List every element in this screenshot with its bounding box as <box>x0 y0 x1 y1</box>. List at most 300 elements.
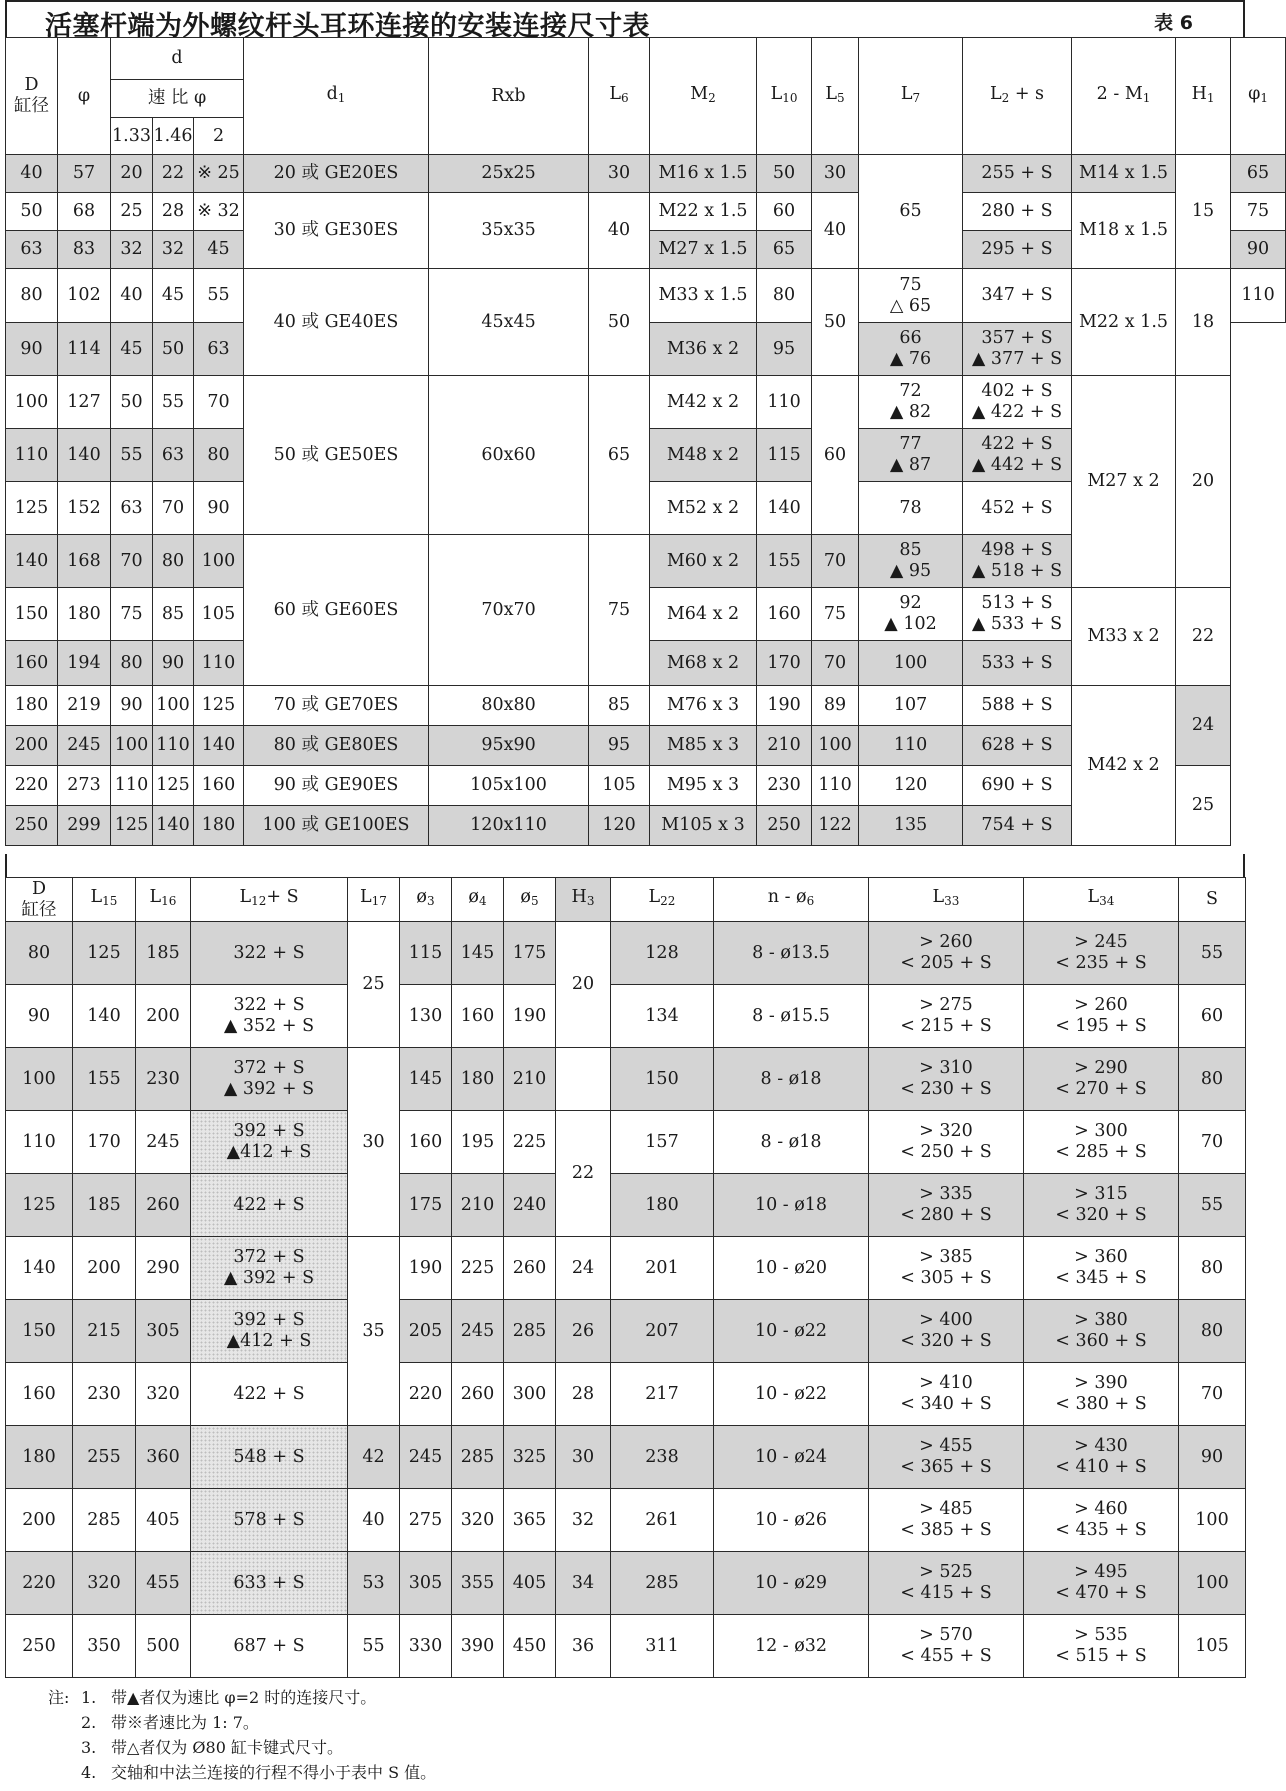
cell: 250 <box>6 806 58 846</box>
cell: 513 + S ▲ 533 + S <box>963 588 1072 641</box>
cell: 299 <box>58 806 111 846</box>
cell: 500 <box>136 1615 191 1678</box>
cell: 10 - ø24 <box>714 1426 869 1489</box>
cell: 90 <box>6 323 58 376</box>
cell: 110 <box>812 766 859 806</box>
cell: > 385 < 305 + S <box>869 1237 1024 1300</box>
cell: 150 <box>6 588 58 641</box>
cell: 85 ▲ 95 <box>859 535 963 588</box>
cell: 110 <box>6 1111 73 1174</box>
cell: 402 + S ▲ 422 + S <box>963 376 1072 429</box>
cell: 70 <box>194 376 244 429</box>
cell: 72 ▲ 82 <box>859 376 963 429</box>
cell: 210 <box>452 1174 504 1237</box>
cell: 180 <box>58 588 111 641</box>
cell: 90 <box>194 482 244 535</box>
header-d: d <box>111 38 244 80</box>
cell: 10 - ø26 <box>714 1489 869 1552</box>
cell: 60 <box>1179 985 1246 1048</box>
cell: 110 <box>859 726 963 766</box>
cell: 450 <box>504 1615 556 1678</box>
cell: 405 <box>504 1552 556 1615</box>
cell: 125 <box>111 806 153 846</box>
cell: > 275 < 215 + S <box>869 985 1024 1048</box>
cell: M27 x 1.5 <box>650 231 757 269</box>
cell: > 455 < 365 + S <box>869 1426 1024 1489</box>
cell: > 245 < 235 + S <box>1024 922 1179 985</box>
cell: 280 + S <box>963 193 1072 231</box>
cell: 63 <box>6 231 58 269</box>
cell: 110 <box>111 766 153 806</box>
cell: 100 <box>194 535 244 588</box>
header-l6: $L_6$ <box>589 38 650 155</box>
cell: 160 <box>757 588 812 641</box>
cell: M76 x 3 <box>650 686 757 726</box>
cell: 78 <box>859 482 963 535</box>
cell: 70 <box>812 535 859 588</box>
cell: 20 <box>1176 376 1231 588</box>
cell: 330 <box>400 1615 452 1678</box>
note-1: 注: 1. 带▲者仅为速比 φ=2 时的连接尺寸。 <box>48 1688 377 1707</box>
cell: 55 <box>111 429 153 482</box>
cell: 285 <box>504 1300 556 1363</box>
cell: 170 <box>73 1111 136 1174</box>
cell: 392 + S ▲412 + S <box>191 1300 348 1363</box>
cell: 80 或 GE80ES <box>244 726 429 766</box>
cell: 90 <box>1179 1426 1246 1489</box>
cell: 160 <box>452 985 504 1048</box>
cell: 754 + S <box>963 806 1072 846</box>
cell: 65 <box>757 231 812 269</box>
cell: 320 <box>136 1363 191 1426</box>
cell: 300 <box>504 1363 556 1426</box>
cell: 50 <box>589 269 650 376</box>
cell: 200 <box>73 1237 136 1300</box>
cell: 102 <box>58 269 111 323</box>
cell: 125 <box>153 766 194 806</box>
cell: 355 <box>452 1552 504 1615</box>
cell: 40 <box>348 1489 400 1552</box>
cell: 40 <box>111 269 153 323</box>
cell: 65 <box>1231 155 1286 193</box>
cell: 100 <box>1179 1489 1246 1552</box>
cell: 22 <box>153 155 194 193</box>
cell: 42 <box>348 1426 400 1489</box>
cell: 55 <box>1179 1174 1246 1237</box>
cell: 90 <box>6 985 73 1048</box>
header-rxb: Rxb <box>429 38 589 155</box>
cell: 100 <box>812 726 859 766</box>
cell: 207 <box>611 1300 714 1363</box>
cell: 210 <box>757 726 812 766</box>
header-phi4: $ø_4$ <box>452 878 504 922</box>
cell: 75 <box>1231 193 1286 231</box>
header-d1: $d_1$ <box>244 38 429 155</box>
cell: 55 <box>1179 922 1246 985</box>
cell: 8 - ø18 <box>714 1111 869 1174</box>
cell: 185 <box>136 922 191 985</box>
header-phi: φ <box>58 38 111 155</box>
cell: 273 <box>58 766 111 806</box>
cell: > 525 < 415 + S <box>869 1552 1024 1615</box>
header-l33: $L_{33}$ <box>869 878 1024 922</box>
cell: 305 <box>400 1552 452 1615</box>
cell: M60 x 2 <box>650 535 757 588</box>
header-l16: $L_{16}$ <box>136 878 191 922</box>
cell: 157 <box>611 1111 714 1174</box>
cell: 100 或 GE100ES <box>244 806 429 846</box>
cell: > 535 < 515 + S <box>1024 1615 1179 1678</box>
cell: 372 + S ▲ 392 + S <box>191 1048 348 1111</box>
cell: M36 x 2 <box>650 323 757 376</box>
cell: 245 <box>58 726 111 766</box>
cell: 548 + S <box>191 1426 348 1489</box>
cell: 160 <box>194 766 244 806</box>
header-l7: $L_7$ <box>859 38 963 155</box>
cell: 220 <box>6 766 58 806</box>
cell: 35x35 <box>429 193 589 269</box>
cell: 325 <box>504 1426 556 1489</box>
cell: 347 + S <box>963 269 1072 323</box>
cell: 275 <box>400 1489 452 1552</box>
cell: 70 <box>111 535 153 588</box>
cell: 357 + S ▲ 377 + S <box>963 323 1072 376</box>
header-bore: D 缸径 <box>6 38 58 155</box>
cell: M105 x 3 <box>650 806 757 846</box>
cell: 180 <box>6 1426 73 1489</box>
cell: 85 <box>153 588 194 641</box>
cell: 40 <box>812 193 859 269</box>
cell: 125 <box>6 1174 73 1237</box>
cell: M18 x 1.5 <box>1072 193 1176 269</box>
cell: 25 <box>348 922 400 1048</box>
cell: M33 x 2 <box>1072 588 1176 686</box>
cell: 60x60 <box>429 376 589 535</box>
cell: 200 <box>6 726 58 766</box>
cell: 260 <box>504 1237 556 1300</box>
cell: 135 <box>859 806 963 846</box>
cell: 452 + S <box>963 482 1072 535</box>
cell: 140 <box>6 1237 73 1300</box>
cell: > 335 < 280 + S <box>869 1174 1024 1237</box>
cell: M48 x 2 <box>650 429 757 482</box>
cell: 10 - ø22 <box>714 1300 869 1363</box>
cell: 633 + S <box>191 1552 348 1615</box>
cell: 422 + S <box>191 1174 348 1237</box>
cell: 55 <box>153 376 194 429</box>
cell: 20 <box>111 155 153 193</box>
cell: M95 x 3 <box>650 766 757 806</box>
cell: 295 + S <box>963 231 1072 269</box>
header-2m1: $2 - M_1$ <box>1072 38 1176 155</box>
header-bore: D 缸径 <box>6 878 73 922</box>
cell: 40 或 GE40ES <box>244 269 429 376</box>
cell: > 315 < 320 + S <box>1024 1174 1179 1237</box>
cell: 8 - ø13.5 <box>714 922 869 985</box>
page-title: 活塞杆端为外螺纹杆头耳环连接的安装连接尺寸表 <box>45 11 650 42</box>
cell: 152 <box>58 482 111 535</box>
cell: 32 <box>111 231 153 269</box>
cell: 50 <box>153 323 194 376</box>
cell: 145 <box>452 922 504 985</box>
cell: 168 <box>58 535 111 588</box>
cell: 45x45 <box>429 269 589 376</box>
cell: 175 <box>504 922 556 985</box>
cell: M68 x 2 <box>650 641 757 686</box>
cell: 20 或 GE20ES <box>244 155 429 193</box>
cell: 66 ▲ 76 <box>859 323 963 376</box>
cell: 201 <box>611 1237 714 1300</box>
cell: 30 <box>812 155 859 193</box>
cell: 260 <box>452 1363 504 1426</box>
cell: > 390 < 380 + S <box>1024 1363 1179 1426</box>
cell: 290 <box>136 1237 191 1300</box>
table-separator <box>5 854 1245 878</box>
cell: 322 + S <box>191 922 348 985</box>
cell: 125 <box>73 922 136 985</box>
cell: 219 <box>58 686 111 726</box>
cell: 175 <box>400 1174 452 1237</box>
cell: 250 <box>757 806 812 846</box>
cell: 311 <box>611 1615 714 1678</box>
cell: 89 <box>812 686 859 726</box>
cell: 55 <box>348 1615 400 1678</box>
cell: 320 <box>73 1552 136 1615</box>
cell: 145 <box>400 1048 452 1111</box>
cell: ※ 25 <box>194 155 244 193</box>
cell: 200 <box>6 1489 73 1552</box>
header-l12: $L_{12}+ S$ <box>191 878 348 922</box>
cell: 70 <box>812 641 859 686</box>
cell: 30 <box>348 1048 400 1237</box>
cell: 160 <box>400 1111 452 1174</box>
cell: 70 <box>1179 1363 1246 1426</box>
cell: > 485 < 385 + S <box>869 1489 1024 1552</box>
cell: 80 <box>6 922 73 985</box>
cell: 225 <box>504 1111 556 1174</box>
cell: 140 <box>757 482 812 535</box>
cell: 53 <box>348 1552 400 1615</box>
cell: > 310 < 230 + S <box>869 1048 1024 1111</box>
cell: 120x110 <box>429 806 589 846</box>
cell: 195 <box>452 1111 504 1174</box>
cell: 155 <box>73 1048 136 1111</box>
cell: M22 x 1.5 <box>650 193 757 231</box>
cell: 25 <box>1176 766 1231 846</box>
header-ratio-133: 1.33 <box>111 118 153 155</box>
cell: 100 <box>153 686 194 726</box>
cell: 390 <box>452 1615 504 1678</box>
cell: 90 或 GE90ES <box>244 766 429 806</box>
header-l15: $L_{15}$ <box>73 878 136 922</box>
cell: 80 <box>194 429 244 482</box>
cell: 50 或 GE50ES <box>244 376 429 535</box>
cell: 70x70 <box>429 535 589 686</box>
cell: 127 <box>58 376 111 429</box>
cell: 255 + S <box>963 155 1072 193</box>
cell: 65 <box>589 376 650 535</box>
cell: 194 <box>58 641 111 686</box>
cell: 261 <box>611 1489 714 1552</box>
cell: 140 <box>194 726 244 766</box>
cell: 63 <box>194 323 244 376</box>
cell: 55 <box>194 269 244 323</box>
cell: 50 <box>6 193 58 231</box>
cell: 217 <box>611 1363 714 1426</box>
cell: 80 <box>111 641 153 686</box>
cell: > 410 < 340 + S <box>869 1363 1024 1426</box>
cell: 60 <box>812 376 859 535</box>
cell: > 320 < 250 + S <box>869 1111 1024 1174</box>
cell: 240 <box>504 1174 556 1237</box>
cell: 245 <box>452 1300 504 1363</box>
cell: 24 <box>1176 686 1231 766</box>
header-l22: $L_{22}$ <box>611 878 714 922</box>
cell: 320 <box>452 1489 504 1552</box>
cell: M14 x 1.5 <box>1072 155 1176 193</box>
cell: 80 <box>1179 1237 1246 1300</box>
cell: 25 <box>111 193 153 231</box>
cell: 10 - ø20 <box>714 1237 869 1300</box>
cell: 122 <box>812 806 859 846</box>
cell: 95x90 <box>429 726 589 766</box>
cell <box>556 1048 611 1111</box>
cell: M42 x 2 <box>650 376 757 429</box>
cell: 70 <box>1179 1111 1246 1174</box>
note-4: 4. 交轴和中法兰连接的行程不得小于表中 S 值。 <box>81 1763 437 1782</box>
cell: 230 <box>73 1363 136 1426</box>
cell: 578 + S <box>191 1489 348 1552</box>
header-s: S <box>1179 878 1246 922</box>
cell: 10 - ø18 <box>714 1174 869 1237</box>
cell: 140 <box>73 985 136 1048</box>
cell: > 260 < 205 + S <box>869 922 1024 985</box>
header-ratio-146: 1.46 <box>153 118 194 155</box>
cell: 220 <box>6 1552 73 1615</box>
cell: 30 <box>589 155 650 193</box>
cell: 190 <box>504 985 556 1048</box>
cell: 50 <box>757 155 812 193</box>
cell: 80x80 <box>429 686 589 726</box>
cell: 110 <box>1231 269 1286 323</box>
cell: > 460 < 435 + S <box>1024 1489 1179 1552</box>
cell: 205 <box>400 1300 452 1363</box>
cell: 180 <box>194 806 244 846</box>
cell: > 570 < 455 + S <box>869 1615 1024 1678</box>
cell: 80 <box>153 535 194 588</box>
cell: 25x25 <box>429 155 589 193</box>
cell: M22 x 1.5 <box>1072 269 1176 376</box>
cell: 105 <box>1179 1615 1246 1678</box>
cell: 215 <box>73 1300 136 1363</box>
cell: 533 + S <box>963 641 1072 686</box>
cell: 105x100 <box>429 766 589 806</box>
cell: > 430 < 410 + S <box>1024 1426 1179 1489</box>
cell: 245 <box>400 1426 452 1489</box>
cell: M33 x 1.5 <box>650 269 757 323</box>
cell: 32 <box>556 1489 611 1552</box>
cell: 85 <box>589 686 650 726</box>
cell: 40 <box>6 155 58 193</box>
cell: 8 - ø18 <box>714 1048 869 1111</box>
cell: > 260 < 195 + S <box>1024 985 1179 1048</box>
cell: 365 <box>504 1489 556 1552</box>
cell: 20 <box>556 922 611 1048</box>
cell: 128 <box>611 922 714 985</box>
cell: 36 <box>556 1615 611 1678</box>
empty-cell <box>1231 323 1286 846</box>
header-l5: $L_5$ <box>812 38 859 155</box>
header-h3: $H_3$ <box>556 878 611 922</box>
cell: ※ 32 <box>194 193 244 231</box>
cell: > 400 < 320 + S <box>869 1300 1024 1363</box>
cell: 90 <box>1231 231 1286 269</box>
cell: 372 + S ▲ 392 + S <box>191 1237 348 1300</box>
cell: 105 <box>194 588 244 641</box>
cell: 160 <box>6 641 58 686</box>
cell: 35 <box>348 1237 400 1426</box>
cell: 75 <box>111 588 153 641</box>
cell: 63 <box>153 429 194 482</box>
cell: 45 <box>153 269 194 323</box>
cell: 80 <box>6 269 58 323</box>
table-header-bar <box>5 0 1245 42</box>
cell: 180 <box>611 1174 714 1237</box>
cell: 190 <box>757 686 812 726</box>
cell: 75 <box>812 588 859 641</box>
cell: 260 <box>136 1174 191 1237</box>
cell: 498 + S ▲ 518 + S <box>963 535 1072 588</box>
cell: M64 x 2 <box>650 588 757 641</box>
header-l17: $L_{17}$ <box>348 878 400 922</box>
cell: 28 <box>556 1363 611 1426</box>
cell: 690 + S <box>963 766 1072 806</box>
cell: 687 + S <box>191 1615 348 1678</box>
cell: > 495 < 470 + S <box>1024 1552 1179 1615</box>
cell: 285 <box>73 1489 136 1552</box>
cell: 8 - ø15.5 <box>714 985 869 1048</box>
note-3: 3. 带△者仅为 Ø80 缸卡键式尺寸。 <box>81 1738 343 1757</box>
cell: 30 或 GE30ES <box>244 193 429 269</box>
cell: 392 + S ▲412 + S <box>191 1111 348 1174</box>
cell: 100 <box>6 1048 73 1111</box>
header-phi5: $ø_5$ <box>504 878 556 922</box>
cell: 28 <box>153 193 194 231</box>
cell: 225 <box>452 1237 504 1300</box>
cell: M27 x 2 <box>1072 376 1176 588</box>
cell: 230 <box>757 766 812 806</box>
cell: 105 <box>589 766 650 806</box>
cell: 63 <box>111 482 153 535</box>
cell: 155 <box>757 535 812 588</box>
bottom-dimension-table <box>5 877 1246 1678</box>
cell: 65 <box>859 155 963 269</box>
cell: 455 <box>136 1552 191 1615</box>
header-l34: $L_{34}$ <box>1024 878 1179 922</box>
header-phi1: $\varphi_1$ <box>1231 38 1286 155</box>
top-dimension-table <box>5 37 1286 846</box>
cell: 130 <box>400 985 452 1048</box>
header-phi3: $ø_3$ <box>400 878 452 922</box>
cell: 285 <box>452 1426 504 1489</box>
cell: 238 <box>611 1426 714 1489</box>
cell: 50 <box>111 376 153 429</box>
cell: 134 <box>611 985 714 1048</box>
cell: 120 <box>589 806 650 846</box>
cell: 210 <box>504 1048 556 1111</box>
cell: > 290 < 270 + S <box>1024 1048 1179 1111</box>
cell: 80 <box>1179 1300 1246 1363</box>
